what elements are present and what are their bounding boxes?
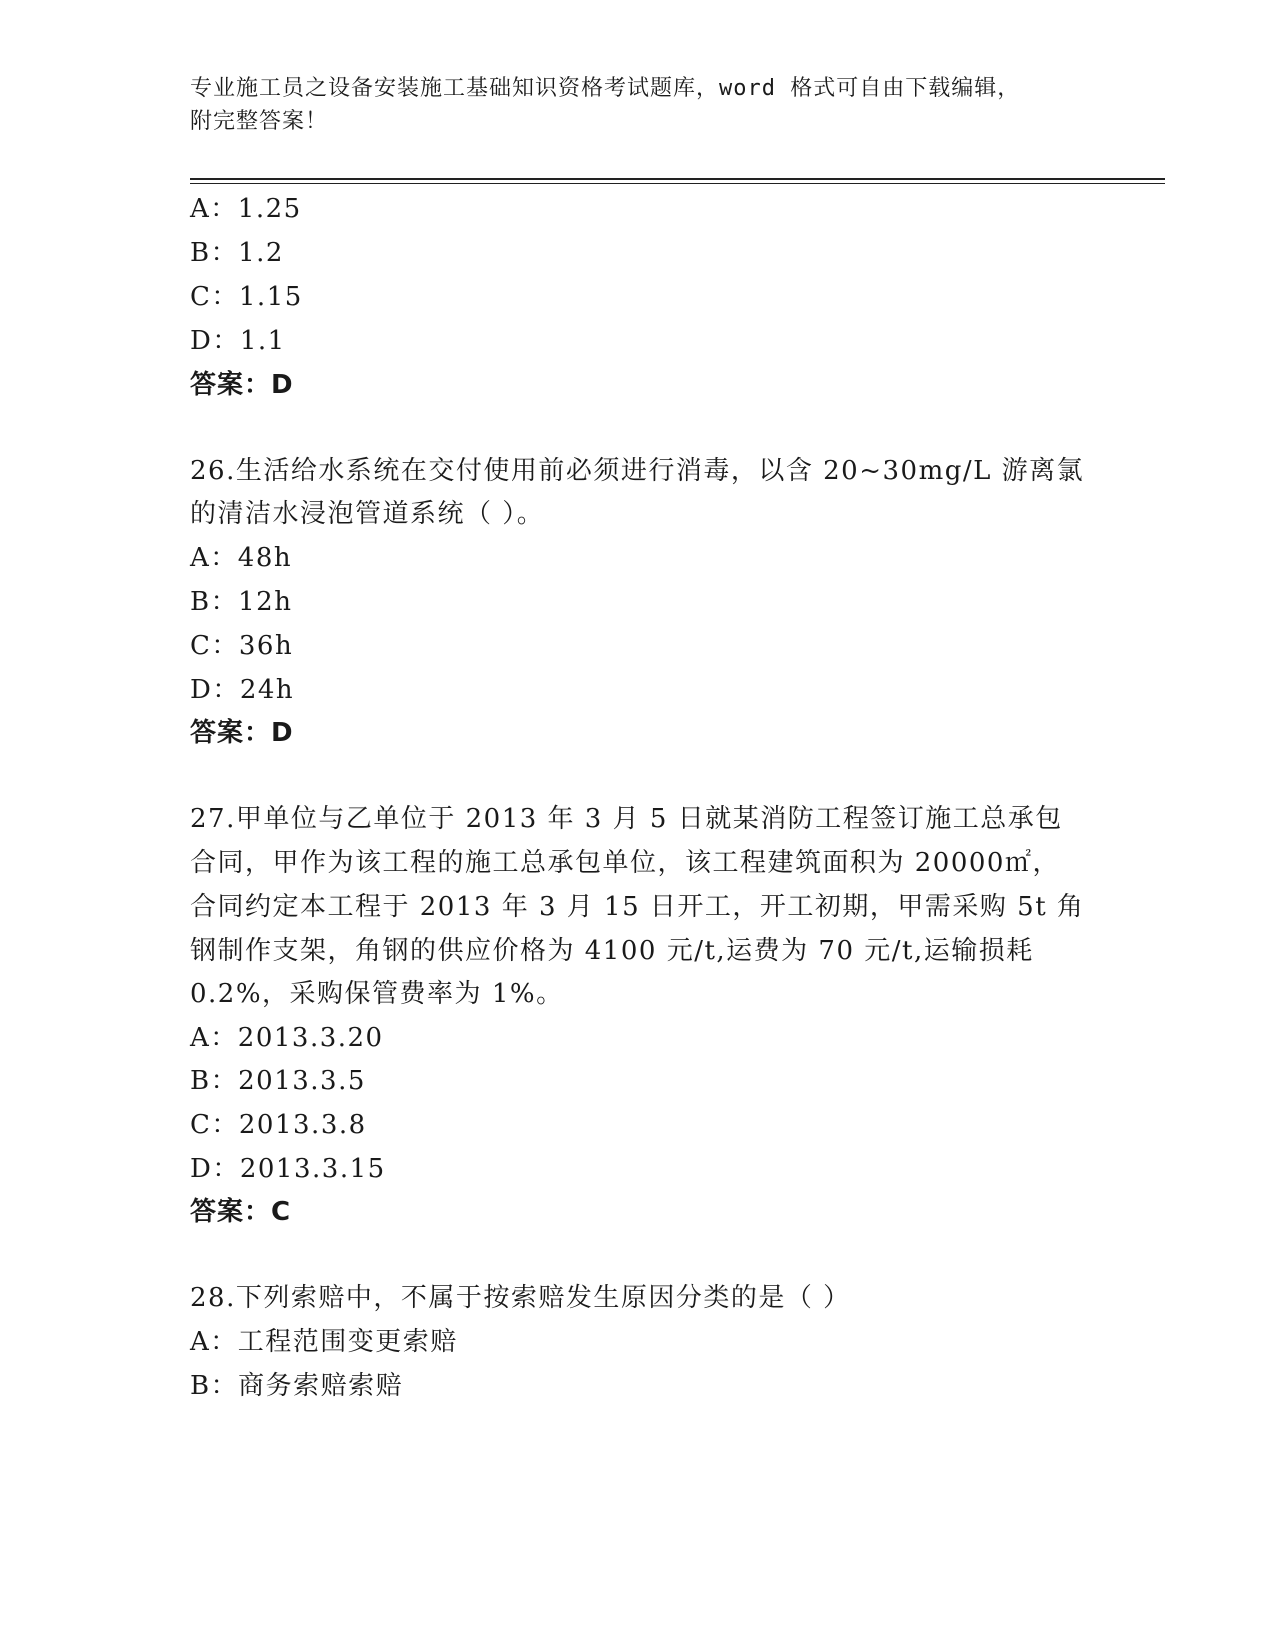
q27-stem-line-1: 27.甲单位与乙单位于 2013 年 3 月 5 日就某消防工程签订施工总承包: [190, 804, 1063, 834]
q27-option-c: C：2013.3.8: [190, 1110, 367, 1140]
header-divider-thin: [190, 183, 1165, 184]
q27-stem-line-4: 钢制作支架，角钢的供应价格为 4100 元/t,运费为 70 元/t,运输损耗: [190, 936, 1034, 966]
q25-answer: 答案：D: [190, 370, 294, 400]
q28-stem-line-1: 28.下列索赔中，不属于按索赔发生原因分类的是（ ）: [190, 1283, 851, 1313]
q25-option-c: C：1.15: [190, 282, 303, 312]
q27-answer: 答案：C: [190, 1197, 292, 1227]
q25-option-a: A：1.25: [190, 194, 302, 224]
q26-option-c: C：36h: [190, 631, 294, 661]
header-line-2: 附完整答案！: [190, 109, 329, 134]
q26-stem-line-1: 26.生活给水系统在交付使用前必须进行消毒，以含 20~30mg/L 游离氯: [190, 456, 1085, 486]
q26-option-d: D：24h: [190, 675, 295, 705]
q27-option-a: A：2013.3.20: [190, 1023, 384, 1053]
q27-option-b: B：2013.3.5: [190, 1066, 366, 1096]
document-header: [190, 72, 1070, 138]
q28-option-a: A：工程范围变更索赔: [190, 1327, 458, 1357]
q27-option-d: D：2013.3.15: [190, 1154, 386, 1184]
q25-option-d: D：1.1: [190, 326, 286, 356]
header-line-1: 专业施工员之设备安装施工基础知识资格考试题库，word 格式可自由下载编辑，: [190, 76, 1021, 101]
q27-stem-line-5: 0.2%，采购保管费率为 1%。: [190, 979, 564, 1009]
q26-option-a: A：48h: [190, 543, 293, 573]
q25-option-b: B：1.2: [190, 238, 284, 268]
q26-answer: 答案：D: [190, 718, 294, 748]
q26-option-b: B：12h: [190, 587, 293, 617]
q26-stem-line-2: 的清洁水浸泡管道系统（ ）。: [190, 499, 545, 529]
q27-stem-line-3: 合同约定本工程于 2013 年 3 月 15 日开工，开工初期，甲需采购 5t 角: [190, 892, 1085, 922]
q27-stem-line-2: 合同，甲作为该工程的施工总承包单位，该工程建筑面积为 20000㎡，: [190, 848, 1060, 878]
header-divider-thick: [190, 178, 1165, 180]
q28-option-b: B：商务索赔索赔: [190, 1371, 404, 1401]
